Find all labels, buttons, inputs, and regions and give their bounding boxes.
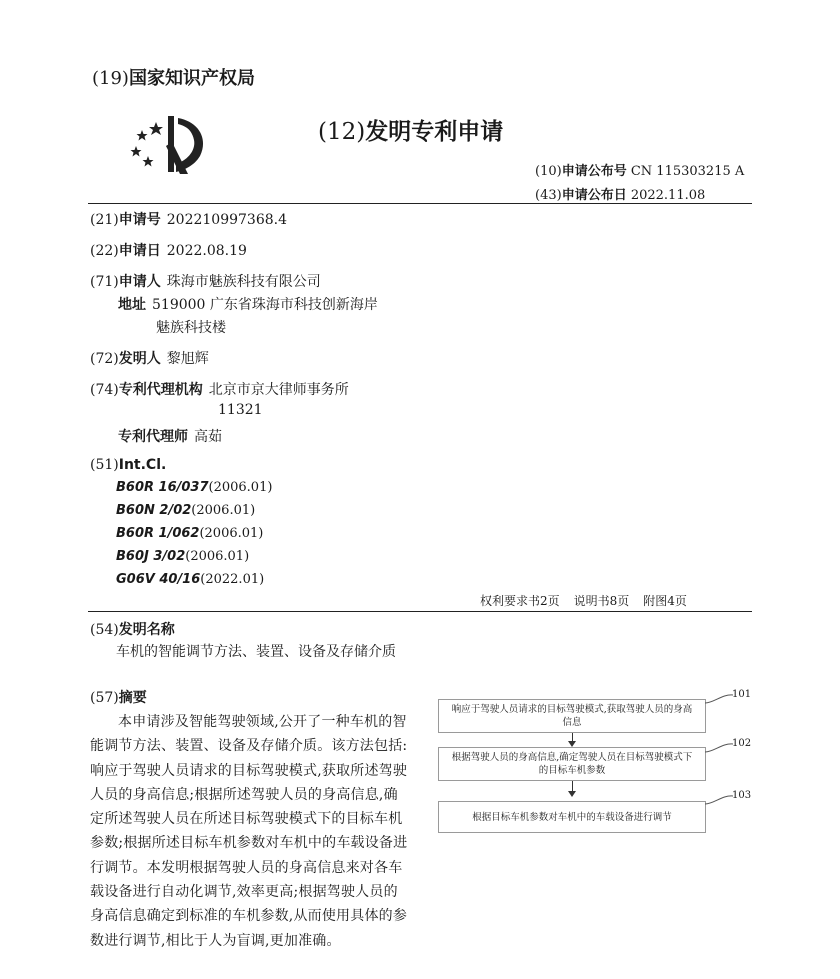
field-label: 专利代理机构 [118,382,203,398]
section-code: (57) [90,690,119,706]
ipc-code: B60N 2/02 [116,503,192,518]
ipc-code: G06V 40/16 [116,572,201,587]
abstract-heading [90,687,147,707]
pub-no-label: 申请公布号 [561,164,627,179]
field-code: (21) [90,212,119,228]
section-divider [88,611,752,612]
flow-step-box: 根据驾驶人员的身高信息,确定驾驶人员在目标驾驶模式下的目标车机参数 [438,747,706,781]
office-header [92,64,255,90]
abstract-text: 本申请涉及智能驾驶领域,公开了一种车机的智能调节方法、装置、设备及存储介质。该方法包括:响应于驾驶人员请求的目标驾驶模式,获取所述驾驶人员的身高信息;根据所述驾驶人员的身高信息,确定所述驾驶人员在所述目标驾驶模式下的目标车机参数;根据所述目标车机参数对车机中的车载设备进行调节。本发明根据驾驶人员的身高信息来对各车载设备进行自动化调节,效率更高;根据驾驶人员的身高信息确定到标准的车机参数,从而使用具体的参数进行调节,相比于人为盲调,更加准确。 [90,714,408,949]
doc-type-code: (12) [318,119,366,145]
publication-date [535,184,705,203]
ipc-code: B60J 3/02 [116,549,186,564]
cnipa-logo-icon [128,112,210,178]
ipc-date: (2006.01) [208,480,273,495]
flow-arrow-line [572,733,573,741]
flow-step-number: 103 [732,790,752,801]
leader-line [704,692,734,704]
field-label: 专利代理师 [118,429,188,445]
ipc-code: B60R 1/062 [116,526,200,541]
pub-date-code: (43) [535,188,562,203]
field-value: 黎旭辉 [166,351,209,367]
drawings-count: 附图4页 [643,594,687,608]
applicant-field [90,271,321,291]
field-label: 地址 [118,297,146,313]
address-line-2: 魅族科技楼 [156,320,226,336]
field-label: 申请人 [118,274,161,290]
field-value: 高茹 [194,429,222,445]
ipc-date: (2022.01) [200,572,265,587]
ipc-date: (2006.01) [185,549,250,564]
field-value: 北京市京大律师事务所 [208,382,349,398]
flow-arrow-line [572,781,573,791]
ipc-item [116,480,272,495]
flow-arrow-icon [568,791,576,797]
header-divider [88,203,752,204]
field-value: 珠海市魅族科技有限公司 [166,274,321,290]
leader-line [704,741,734,753]
leader-line [704,793,734,805]
ipc-date: (2006.01) [191,503,256,518]
field-label: 申请日 [118,243,161,259]
ipc-date: (2006.01) [199,526,264,541]
field-value: 202210997368.4 [166,212,287,228]
agency-code: 11321 [218,402,263,418]
invention-title: 车机的智能调节方法、装置、设备及存储介质 [116,644,396,660]
section-label: 摘要 [118,690,147,706]
inventor-field [90,348,209,368]
address-field [118,294,378,314]
field-label: 发明人 [118,351,161,367]
section-code: (54) [90,622,119,638]
field-label: 申请号 [118,212,161,228]
flow-step-box: 响应于驾驶人员请求的目标驾驶模式,获取驾驶人员的身高信息 [438,699,706,733]
ipc-item [116,503,255,518]
agency-field [90,379,349,399]
document-type [318,113,503,146]
field-code: (72) [90,351,119,367]
doc-type-title: 发明专利申请 [365,119,504,145]
pub-no-value: CN 115303215 A [630,164,745,179]
page-counts [480,592,701,609]
field-code: (51) [90,457,119,473]
flow-step-number: 101 [732,689,752,700]
pub-date-label: 申请公布日 [561,188,627,203]
ipc-item [116,572,264,587]
address-line-1: 519000 广东省珠海市科技创新海岸 [152,297,378,313]
publication-number [535,160,744,179]
claims-count: 权利要求书2页 [480,594,560,608]
field-code: (22) [90,243,119,259]
ipc-code: B60R 16/037 [116,480,209,495]
flow-step-box: 根据目标车机参数对车机中的车载设备进行调节 [438,801,706,833]
title-heading [90,619,175,639]
pub-no-code: (10) [535,164,562,179]
ipc-item [116,549,249,564]
agent-field [118,426,222,446]
description-count: 说明书8页 [573,594,630,608]
field-value: 2022.08.19 [166,243,247,259]
application-number-field [90,209,287,229]
field-code: (74) [90,382,119,398]
ipc-item [116,526,263,541]
pub-date-value: 2022.11.08 [630,188,706,203]
office-name: 国家知识产权局 [128,68,255,89]
int-cl-field [90,457,166,473]
field-label: Int.Cl. [118,457,167,473]
flow-step-number: 102 [732,738,752,749]
section-label: 发明名称 [118,622,175,638]
application-date-field [90,240,247,260]
field-code: (71) [90,274,119,290]
office-code: (19) [92,68,129,89]
